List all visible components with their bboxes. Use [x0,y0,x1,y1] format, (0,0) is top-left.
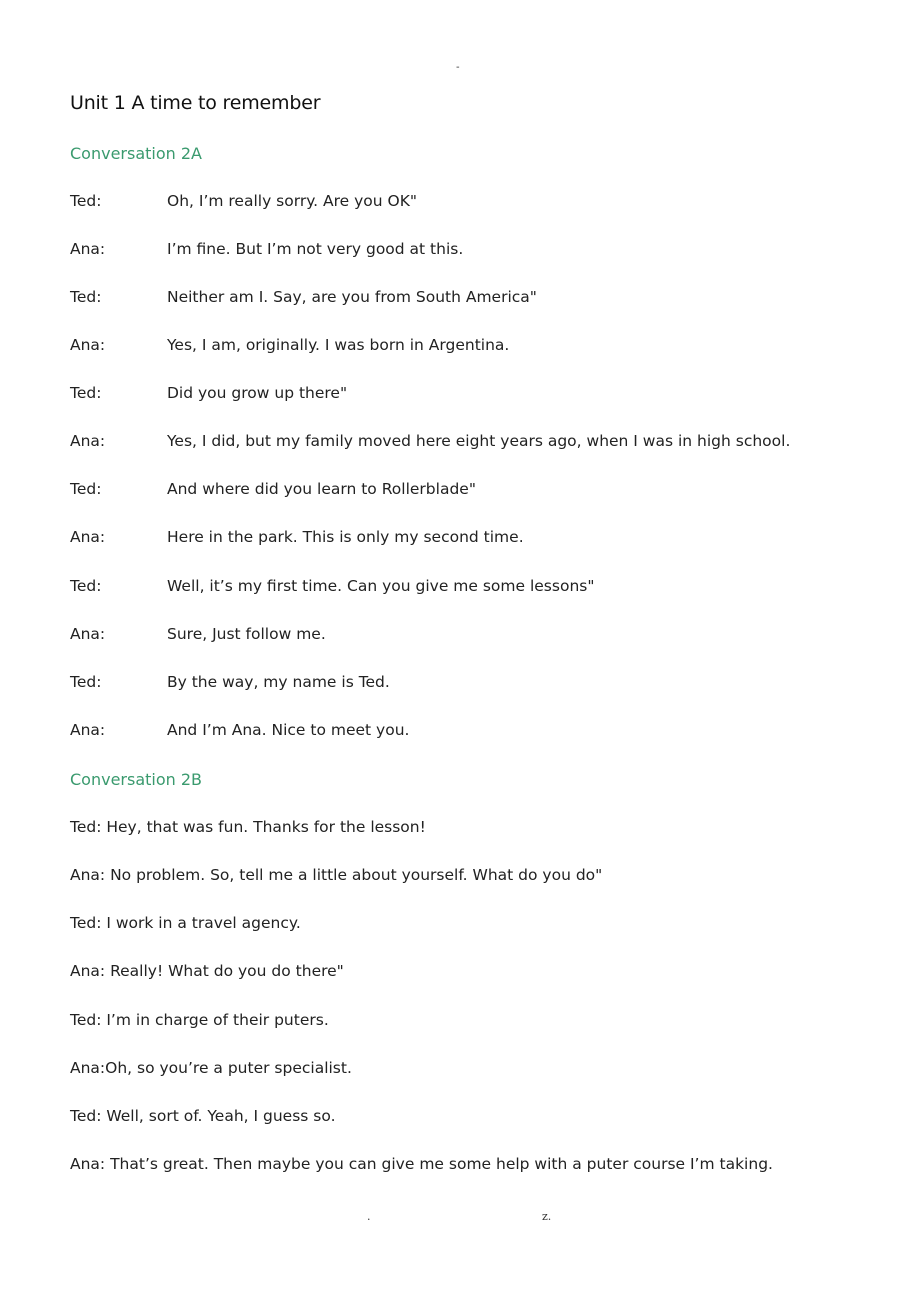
line-text: Oh, I’m really sorry. Are you OK" [167,192,418,210]
conversation-2a-heading: Conversation 2A [70,144,202,163]
dialogue-line [70,528,870,546]
dialogue-line [70,673,870,691]
dialogue-line-2b: Ana: No problem. So, tell me a little about yourself. What do you do" [70,866,603,884]
speaker-label: Ana: [70,336,106,354]
dialogue-line-2b: Ted: Well, sort of. Yeah, I guess so. [70,1107,336,1125]
speaker-label: Ana: [70,240,106,258]
line-text: I’m fine. But I’m not very good at this. [167,240,464,258]
speaker-label: Ana: [70,721,106,739]
dialogue-line-2b: Ana: Really! What do you do there" [70,962,344,980]
speaker-label: Ted: [70,577,102,595]
dialogue-line [70,577,870,595]
dialogue-line [70,480,870,498]
dialogue-line-2b: Ted: I work in a travel agency. [70,914,301,932]
dialogue-line [70,432,870,450]
dialogue-line [70,192,870,210]
line-text: And I’m Ana. Nice to meet you. [167,721,410,739]
dialogue-line [70,288,870,306]
conversation-2b-heading: Conversation 2B [70,770,203,789]
dialogue-line [70,240,870,258]
dialogue-line-2b: Ted: I’m in charge of their puters. [70,1011,329,1029]
dialogue-line [70,721,870,739]
line-text: By the way, my name is Ted. [167,673,390,691]
dialogue-line-2b: Ana:Oh, so you’re a puter specialist. [70,1059,352,1077]
speaker-label: Ana: [70,528,106,546]
footer-left-mark: . [367,1210,371,1223]
page-title: Unit 1 A time to remember [70,92,321,114]
speaker-label: Ted: [70,480,102,498]
line-text: Here in the park. This is only my second time. [167,528,524,546]
dialogue-line-2b: Ana: That’s great. Then maybe you can give me some help with a puter course I’m taking. [70,1155,773,1173]
line-text: Yes, I am, originally. I was born in Argentina. [167,336,510,354]
line-text: Well, it’s my first time. Can you give me some lessons" [167,577,595,595]
speaker-label: Ted: [70,673,102,691]
header-mark: - [456,62,460,73]
line-text: Did you grow up there" [167,384,348,402]
line-text: Sure, Just follow me. [167,625,326,643]
dialogue-line-2b: Ted: Hey, that was fun. Thanks for the lesson! [70,818,426,836]
speaker-label: Ted: [70,288,102,306]
speaker-label: Ana: [70,625,106,643]
speaker-label: Ana: [70,432,106,450]
dialogue-line [70,625,870,643]
speaker-label: Ted: [70,384,102,402]
dialogue-line [70,336,870,354]
line-text: Yes, I did, but my family moved here eight years ago, when I was in high school. [167,432,791,450]
dialogue-line [70,384,870,402]
line-text: And where did you learn to Rollerblade" [167,480,476,498]
speaker-label: Ted: [70,192,102,210]
footer-right-mark: z. [542,1210,552,1223]
line-text: Neither am I. Say, are you from South America" [167,288,537,306]
